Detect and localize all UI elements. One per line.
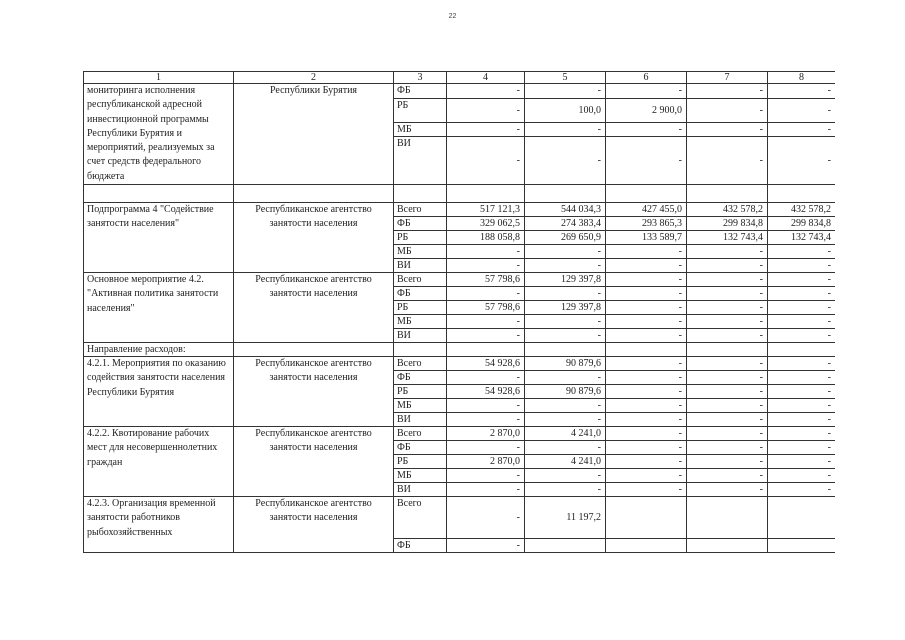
amount-cell: - xyxy=(525,413,606,427)
table-row xyxy=(84,357,836,371)
funding-source: МБ xyxy=(394,122,447,137)
funding-source: ФБ xyxy=(394,287,447,301)
empty-cell xyxy=(606,343,687,357)
amount-cell: - xyxy=(687,469,768,483)
table-row xyxy=(84,273,836,287)
amount-cell: 329 062,5 xyxy=(447,217,525,231)
amount-cell: - xyxy=(525,315,606,329)
amount-cell: 432 578,2 xyxy=(687,203,768,217)
amount-cell: - xyxy=(687,483,768,497)
amount-cell: 100,0 xyxy=(525,98,606,122)
amount-cell: - xyxy=(768,371,836,385)
amount-cell xyxy=(687,539,768,553)
amount-cell: 57 798,6 xyxy=(447,273,525,287)
amount-cell: - xyxy=(525,122,606,137)
amount-cell: - xyxy=(447,287,525,301)
funding-source: РБ xyxy=(394,231,447,245)
table-row xyxy=(84,84,836,99)
amount-cell: - xyxy=(447,122,525,137)
executor-name: Республиканское агентство занятости населения xyxy=(234,427,394,497)
amount-cell: 274 383,4 xyxy=(525,217,606,231)
column-header: 5 xyxy=(525,72,606,84)
column-header: 3 xyxy=(394,72,447,84)
amount-cell: - xyxy=(606,483,687,497)
empty-cell xyxy=(687,343,768,357)
amount-cell: - xyxy=(447,441,525,455)
amount-cell: 269 650,9 xyxy=(525,231,606,245)
amount-cell: 90 879,6 xyxy=(525,357,606,371)
amount-cell: - xyxy=(525,483,606,497)
amount-cell: - xyxy=(606,259,687,273)
table-row xyxy=(84,203,836,217)
amount-cell: 299 834,8 xyxy=(687,217,768,231)
empty-cell xyxy=(768,343,836,357)
amount-cell: - xyxy=(768,84,836,99)
budget-table-container xyxy=(83,71,835,561)
amount-cell: - xyxy=(447,371,525,385)
funding-source: МБ xyxy=(394,245,447,259)
funding-source: РБ xyxy=(394,301,447,315)
funding-source: Всего xyxy=(394,357,447,371)
amount-cell: - xyxy=(447,315,525,329)
funding-source: ВИ xyxy=(394,483,447,497)
funding-source: Всего xyxy=(394,273,447,287)
spacer-row xyxy=(84,185,836,203)
amount-cell: - xyxy=(606,455,687,469)
amount-cell: - xyxy=(606,399,687,413)
funding-source: ФБ xyxy=(394,84,447,99)
funding-source: ВИ xyxy=(394,413,447,427)
table-row xyxy=(84,427,836,441)
funding-source: Всего xyxy=(394,203,447,217)
amount-cell: - xyxy=(606,413,687,427)
amount-cell: - xyxy=(768,273,836,287)
funding-source: Всего xyxy=(394,427,447,441)
empty-cell xyxy=(394,343,447,357)
column-header: 2 xyxy=(234,72,394,84)
amount-cell: - xyxy=(687,357,768,371)
column-header: 4 xyxy=(447,72,525,84)
executor-name: Республики Бурятия xyxy=(234,84,394,185)
amount-cell: - xyxy=(447,483,525,497)
amount-cell: 544 034,3 xyxy=(525,203,606,217)
executor-name: Республиканское агентство занятости населения xyxy=(234,203,394,273)
funding-source: ФБ xyxy=(394,539,447,553)
amount-cell: - xyxy=(768,399,836,413)
amount-cell: - xyxy=(768,315,836,329)
amount-cell: 517 121,3 xyxy=(447,203,525,217)
amount-cell: - xyxy=(687,455,768,469)
amount-cell: 188 058,8 xyxy=(447,231,525,245)
empty-cell xyxy=(234,185,394,203)
executor-name: Республиканское агентство занятости населения xyxy=(234,497,394,553)
funding-source: ФБ xyxy=(394,441,447,455)
funding-source: РБ xyxy=(394,385,447,399)
amount-cell: - xyxy=(447,137,525,185)
table-row xyxy=(84,497,836,539)
amount-cell: 129 397,8 xyxy=(525,301,606,315)
amount-cell: - xyxy=(768,483,836,497)
section-row xyxy=(84,343,836,357)
amount-cell: - xyxy=(606,427,687,441)
section-label: Направление расходов: xyxy=(84,343,234,357)
empty-cell xyxy=(606,185,687,203)
empty-cell xyxy=(394,185,447,203)
column-header: 7 xyxy=(687,72,768,84)
amount-cell: - xyxy=(687,137,768,185)
amount-cell: 2 870,0 xyxy=(447,427,525,441)
amount-cell: 90 879,6 xyxy=(525,385,606,399)
empty-cell xyxy=(447,185,525,203)
amount-cell: - xyxy=(606,287,687,301)
amount-cell: 57 798,6 xyxy=(447,301,525,315)
amount-cell: - xyxy=(606,122,687,137)
funding-source: ВИ xyxy=(394,137,447,185)
funding-source: ФБ xyxy=(394,371,447,385)
amount-cell xyxy=(768,497,836,539)
amount-cell: 133 589,7 xyxy=(606,231,687,245)
amount-cell: - xyxy=(525,329,606,343)
funding-source: МБ xyxy=(394,399,447,413)
amount-cell: - xyxy=(525,371,606,385)
amount-cell: - xyxy=(606,315,687,329)
funding-source: ФБ xyxy=(394,217,447,231)
amount-cell: - xyxy=(768,98,836,122)
executor-name: Республиканское агентство занятости населения xyxy=(234,273,394,343)
amount-cell xyxy=(606,497,687,539)
amount-cell: 54 928,6 xyxy=(447,357,525,371)
amount-cell: - xyxy=(525,441,606,455)
amount-cell: 4 241,0 xyxy=(525,455,606,469)
amount-cell: - xyxy=(606,385,687,399)
amount-cell: - xyxy=(687,315,768,329)
amount-cell: 129 397,8 xyxy=(525,273,606,287)
page-number: 22 xyxy=(448,13,457,20)
activity-name: 4.2.3. Организация временной занятости работников рыбохозяйственных xyxy=(84,497,234,553)
empty-cell xyxy=(525,185,606,203)
amount-cell: - xyxy=(606,441,687,455)
funding-source: ВИ xyxy=(394,259,447,273)
amount-cell: - xyxy=(768,455,836,469)
activity-name: 4.2.2. Квотирование рабочих мест для несовершеннолетних граждан xyxy=(84,427,234,497)
amount-cell: - xyxy=(525,399,606,413)
amount-cell: - xyxy=(687,301,768,315)
amount-cell: - xyxy=(687,287,768,301)
amount-cell: - xyxy=(606,137,687,185)
amount-cell xyxy=(606,539,687,553)
activity-name: Подпрограмма 4 "Содействие занятости населения" xyxy=(84,203,234,273)
empty-cell xyxy=(84,185,234,203)
amount-cell: - xyxy=(687,413,768,427)
amount-cell: - xyxy=(606,469,687,483)
amount-cell: - xyxy=(687,385,768,399)
amount-cell xyxy=(768,539,836,553)
amount-cell: - xyxy=(447,469,525,483)
amount-cell: - xyxy=(687,371,768,385)
amount-cell: - xyxy=(447,84,525,99)
amount-cell: - xyxy=(525,84,606,99)
activity-name: 4.2.1. Мероприятия по оказанию содействия занятости населения Республики Бурятия xyxy=(84,357,234,427)
amount-cell: - xyxy=(606,273,687,287)
activity-name: Основное мероприятие 4.2. "Активная политика занятости населения" xyxy=(84,273,234,343)
amount-cell: - xyxy=(768,137,836,185)
amount-cell: - xyxy=(687,427,768,441)
funding-source: ВИ xyxy=(394,329,447,343)
amount-cell: - xyxy=(768,357,836,371)
empty-cell xyxy=(768,185,836,203)
amount-cell: - xyxy=(768,329,836,343)
funding-source: МБ xyxy=(394,469,447,483)
empty-cell xyxy=(525,343,606,357)
amount-cell: - xyxy=(447,245,525,259)
amount-cell: - xyxy=(687,441,768,455)
amount-cell: - xyxy=(606,84,687,99)
header-row xyxy=(84,72,836,84)
column-header: 8 xyxy=(768,72,836,84)
activity-name: мониторинга исполнения республиканской адресной инвестиционной программы Республики Бурятия и мероприятий, реализуемых за счет средств федерального бюджета xyxy=(84,84,234,185)
table-body xyxy=(84,84,836,553)
amount-cell: 2 870,0 xyxy=(447,455,525,469)
budget-table xyxy=(83,71,835,553)
amount-cell: - xyxy=(768,469,836,483)
amount-cell: - xyxy=(447,329,525,343)
amount-cell: - xyxy=(687,98,768,122)
amount-cell: 132 743,4 xyxy=(768,231,836,245)
amount-cell: - xyxy=(447,539,525,553)
amount-cell xyxy=(525,539,606,553)
amount-cell: 299 834,8 xyxy=(768,217,836,231)
amount-cell: 132 743,4 xyxy=(687,231,768,245)
funding-source: МБ xyxy=(394,315,447,329)
funding-source: Всего xyxy=(394,497,447,539)
amount-cell: 4 241,0 xyxy=(525,427,606,441)
amount-cell: - xyxy=(525,287,606,301)
amount-cell: - xyxy=(768,259,836,273)
amount-cell: - xyxy=(768,385,836,399)
amount-cell: - xyxy=(606,301,687,315)
amount-cell: 11 197,2 xyxy=(525,497,606,539)
amount-cell: 293 865,3 xyxy=(606,217,687,231)
amount-cell: - xyxy=(525,259,606,273)
amount-cell xyxy=(687,497,768,539)
amount-cell: 2 900,0 xyxy=(606,98,687,122)
amount-cell: - xyxy=(768,245,836,259)
funding-source: РБ xyxy=(394,98,447,122)
amount-cell: - xyxy=(606,357,687,371)
amount-cell: 54 928,6 xyxy=(447,385,525,399)
amount-cell: - xyxy=(768,413,836,427)
amount-cell: - xyxy=(606,371,687,385)
amount-cell: - xyxy=(768,441,836,455)
amount-cell: - xyxy=(447,497,525,539)
column-header: 6 xyxy=(606,72,687,84)
empty-cell xyxy=(447,343,525,357)
empty-cell xyxy=(234,343,394,357)
amount-cell: - xyxy=(687,329,768,343)
amount-cell: - xyxy=(687,122,768,137)
amount-cell: - xyxy=(768,287,836,301)
amount-cell: 432 578,2 xyxy=(768,203,836,217)
amount-cell: - xyxy=(447,98,525,122)
amount-cell: - xyxy=(687,399,768,413)
amount-cell: - xyxy=(768,122,836,137)
amount-cell: - xyxy=(447,399,525,413)
empty-cell xyxy=(687,185,768,203)
amount-cell: - xyxy=(687,273,768,287)
column-header: 1 xyxy=(84,72,234,84)
amount-cell: 427 455,0 xyxy=(606,203,687,217)
amount-cell: - xyxy=(525,245,606,259)
amount-cell: - xyxy=(687,245,768,259)
amount-cell: - xyxy=(525,137,606,185)
funding-source: РБ xyxy=(394,455,447,469)
amount-cell: - xyxy=(768,301,836,315)
amount-cell: - xyxy=(606,329,687,343)
amount-cell: - xyxy=(525,469,606,483)
amount-cell: - xyxy=(447,259,525,273)
amount-cell: - xyxy=(606,245,687,259)
executor-name: Республиканское агентство занятости населения xyxy=(234,357,394,427)
amount-cell: - xyxy=(687,84,768,99)
amount-cell: - xyxy=(768,427,836,441)
amount-cell: - xyxy=(447,413,525,427)
amount-cell: - xyxy=(687,259,768,273)
